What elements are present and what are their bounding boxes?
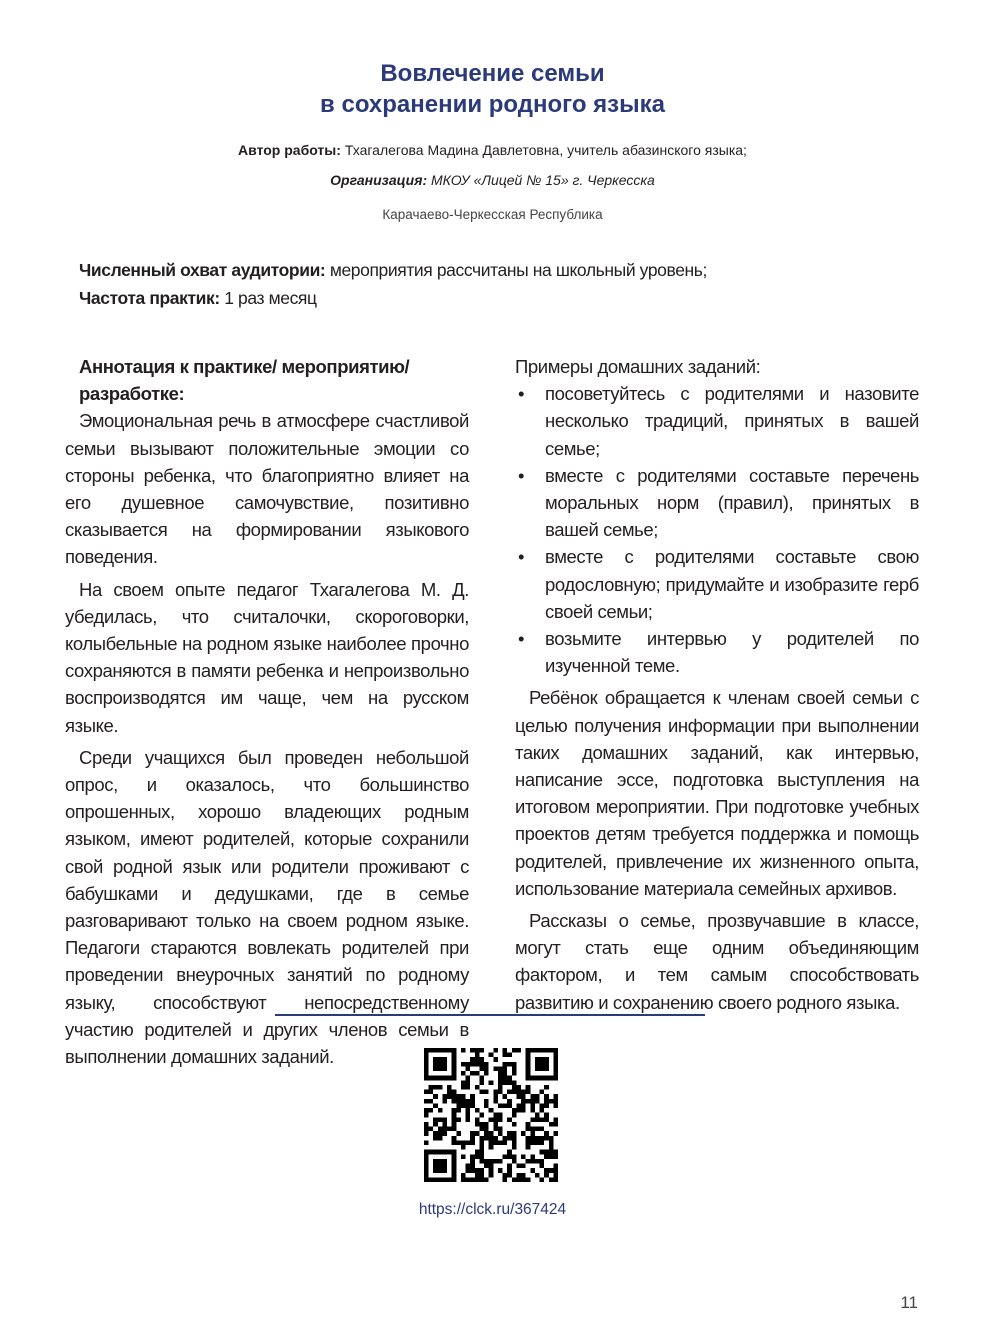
qr-code-icon[interactable] [424,1048,558,1182]
audience-label: Численный охват аудитории: [79,260,326,280]
frequency-line [79,284,317,312]
section-divider [275,1014,705,1016]
organization-value: МКОУ «Лицей № 15» г. Черкесска [431,172,655,188]
audience-line [79,256,707,284]
region-line: Карачаево-Черкесская Республика [382,207,603,222]
list-item [515,462,919,544]
list-item [515,625,919,679]
title-line-2: в сохранении родного языка [320,91,665,118]
organization-line [0,171,985,189]
list-item [515,543,919,625]
bullet-icon: • [517,383,525,405]
bullet-icon: • [517,546,525,568]
page-number: 11 [900,1293,918,1312]
list-item [515,380,919,462]
right-paragraph-1: Ребёнок обращается к членам своей семьи с целью получения информации при выполнении таких домашних заданий, как интервью, написание эссе, подготовка выступления на итоговом мероприятии. При подготовке учебных проектов детям требуется поддержка и помощь родителей, привлечение их жизненного опыта, использование материала семейных архивов. [515,687,919,899]
frequency-value: 1 раз месяц [224,288,317,308]
homework-intro: Примеры домашних заданий: [515,356,761,377]
page-title [0,58,985,120]
list-item-text: посоветуйтесь с родителями и назовите несколько традиций, принятых в вашей семье; [545,383,919,459]
bullet-icon: • [517,464,525,486]
list-item-text: вместе с родителями составьте перечень моральных норм (правил), принятых в вашей семье; [545,464,919,541]
author-label: Автор работы: [238,142,341,158]
frequency-label: Частота практик: [79,288,220,308]
audience-value: мероприятия рассчитаны на школьный уровень; [329,260,707,280]
title-line-1: Вовлечение семьи [380,60,605,87]
organization-label: Организация: [330,172,428,188]
left-column [65,353,469,1070]
left-paragraph-2: На своем опыте педагог Тхагалегова М. Д. убедилась, что считалочки, скороговорки, колыбельные на родном языке наиболее прочно сохраняются в памяти ребенка и непроизвольно воспроизводятся им чаще, чем на русском языке. [65,578,469,736]
annotation-heading: Аннотация к практике/ мероприятию/разработке: [79,356,410,405]
author-line [0,141,985,159]
left-paragraph-3: Среди учащихся был проведен небольшой опрос, и оказалось, что большинство опрошенных, хорошо владеющих родным языком, имеют родителей, которые сохранили свой родной язык или родители проживают с бабушками и дедушками, где в семье разговаривают только на своем родном языке. Педагоги стараются вовлекать родителей при проведении внеурочных занятий по родному языку, способствуют непосредственному участию родителей и других членов семьи в выполнении домашних заданий. [65,746,469,1068]
right-paragraph-2: Рассказы о семье, прозвучавшие в классе, могут стать еще одним объединяющим фактором, и тем самым способствовать развитию и сохранению своего родного языка. [515,910,919,1013]
left-paragraph-1: Эмоциональная речь в атмосфере счастливой семьи вызывают положительные эмоции со стороны ребенка, что благоприятно влияет на его душевное самочувствие, позитивно сказывается на формировании языкового поведения. [65,410,469,568]
list-item-text: возьмите интервью у родителей по изученной теме. [545,628,919,677]
homework-list [515,380,919,679]
author-value: Тхагалегова Мадина Давлетовна, учитель абазинского языка; [344,142,747,158]
list-item-text: вместе с родителями составьте свою родословную; придумайте и изобразите герб своей семьи; [545,546,919,622]
qr-link[interactable]: https://clck.ru/367424 [418,1201,567,1218]
right-column [515,353,919,1016]
bullet-icon: • [517,628,525,650]
